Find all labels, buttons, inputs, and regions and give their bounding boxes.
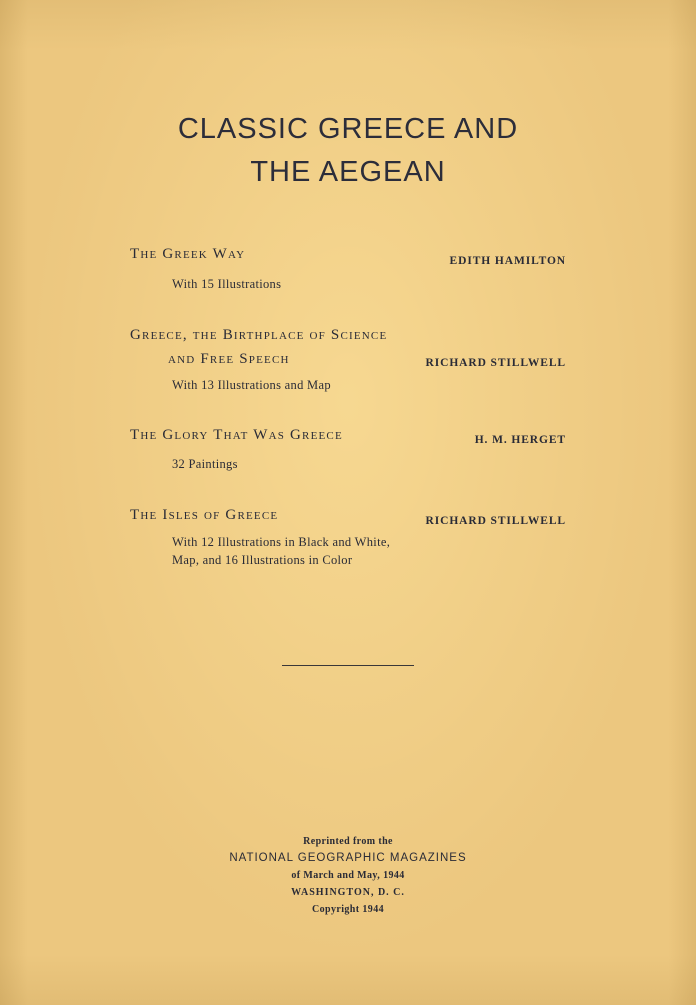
imprint-reprinted: Reprinted from the xyxy=(303,836,393,847)
article-author-herget: H. M. HERGET xyxy=(474,434,566,446)
article-subtitle-greek-way: With 15 Illustrations xyxy=(172,277,282,291)
main-title-line-1: CLASSIC GREECE AND xyxy=(177,113,519,145)
article-author-stillwell-1: RICHARD STILLWELL xyxy=(425,357,566,369)
article-title-greek-way: The Greek Way xyxy=(130,246,246,262)
article-title-birthplace-line-2: and Free Speech xyxy=(168,351,290,367)
main-title-line-2: THE AEGEAN xyxy=(250,156,446,188)
article-title-birthplace-line-1: Greece, the Birthplace of Science xyxy=(130,327,388,343)
imprint-magazine: NATIONAL GEOGRAPHIC MAGAZINES xyxy=(229,852,467,864)
imprint-copyright: Copyright 1944 xyxy=(312,904,384,915)
article-subtitle-isles-line-1: With 12 Illustrations in Black and White, xyxy=(172,535,391,549)
article-title-glory: The Glory That Was Greece xyxy=(130,427,343,443)
article-author-stillwell-2: RICHARD STILLWELL xyxy=(425,515,566,527)
article-subtitle-isles-line-2: Map, and 16 Illustrations in Color xyxy=(172,553,353,567)
imprint-issues: of March and May, 1944 xyxy=(291,870,405,881)
divider-rule xyxy=(282,665,414,666)
article-subtitle-glory: 32 Paintings xyxy=(172,457,238,471)
article-title-isles: The Isles of Greece xyxy=(130,507,279,523)
article-author-hamilton: EDITH HAMILTON xyxy=(449,255,566,267)
article-subtitle-birthplace: With 13 Illustrations and Map xyxy=(172,378,331,392)
imprint-city: WASHINGTON, D. C. xyxy=(291,887,405,898)
